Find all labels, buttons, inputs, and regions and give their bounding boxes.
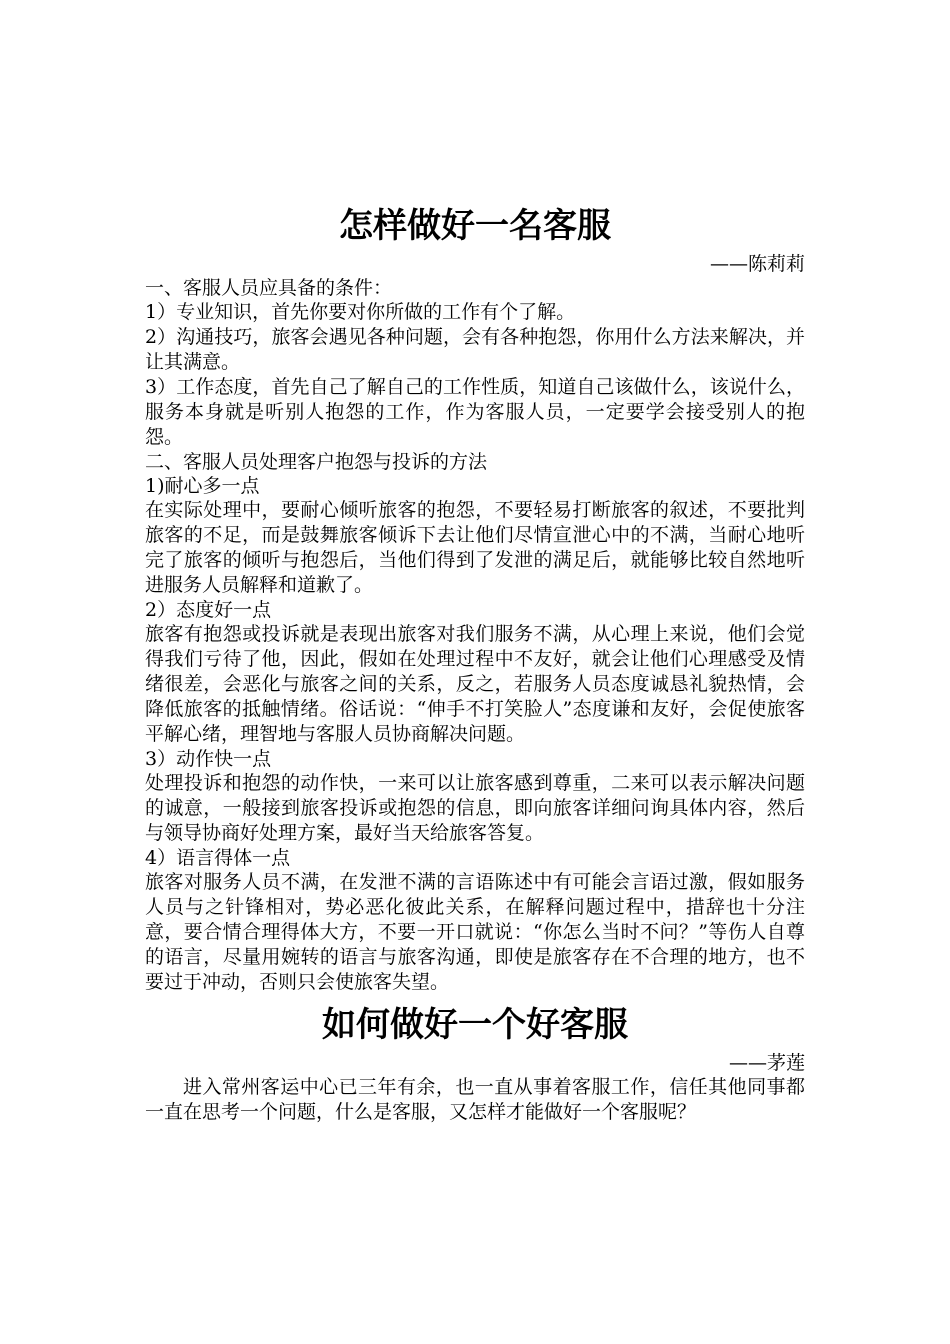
article-title: 怎样做好一名客服 (339, 206, 611, 246)
requirement-item-3: 3）工作态度，首先自己了解自己的工作性质，知道自己该做什么，该说什么，服务本身就是听别人抱怨的工作，作为客服人员，一定要学会接受别人的抱怨。 (145, 376, 805, 448)
section-heading-requirements: 一、客服人员应具备的条件： (145, 277, 393, 299)
method-heading-1: 1)耐心多一点 (145, 475, 260, 497)
article-2-intro: 进入常州客运中心已三年有余，也一直从事着客服工作，信任其他同事都一直在思考一个问题，什么是客服，又怎样才能做好一个客服呢？ (145, 1076, 805, 1123)
document-page (145, 200, 805, 1125)
method-heading-4: 4）语言得体一点 (145, 847, 291, 869)
article-author: ——陈莉莉 (709, 253, 805, 275)
method-body-1: 在实际处理中，要耐心倾听旅客的抱怨，不要轻易打断旅客的叙述，不要批判旅客的不足，而是鼓舞旅客倾诉下去让他们尽情宣泄心中的不满，当耐心地听完了旅客的倾听与抱怨后，当他们得到了发泄的满足后，就能够比较自然地听进服务人员解释和道歉了。 (145, 499, 805, 596)
requirement-item-1: 1）专业知识，首先你要对你所做的工作有个了解。 (145, 301, 576, 323)
article-author-2: ——茅莲 (728, 1052, 805, 1074)
requirement-item-2: 2）沟通技巧，旅客会遇见各种问题，会有各种抱怨，你用什么方法来解决，并让其满意。 (145, 326, 805, 373)
method-body-2: 旅客有抱怨或投诉就是表现出旅客对我们服务不满，从心理上来说，他们会觉得我们亏待了他，因此，假如在处理过程中不友好，就会让他们心理感受及情绪很差，会恶化与旅客之间的关系，反之，若服务人员态度诚恳礼貌热情，会降低旅客的抵触情绪。俗话说：“伸手不打笑脸人”态度谦和友好，会促使旅客平解心绪，理智地与客服人员协商解决问题。 (145, 623, 805, 745)
method-heading-3: 3）动作快一点 (145, 748, 272, 770)
method-body-3: 处理投诉和抱怨的动作快，一来可以让旅客感到尊重，二来可以表示解决问题的诚意，一般接到旅客投诉或抱怨的信息，即向旅客详细问询具体内容，然后与领导协商好处理方案，最好当天给旅客答复。 (145, 772, 805, 844)
article-title-2: 如何做好一个好客服 (322, 1005, 628, 1045)
method-body-4: 旅客对服务人员不满，在发泄不满的言语陈述中有可能会言语过激，假如服务人员与之针锋相对，势必恶化彼此关系，在解释问题过程中，措辞也十分注意，要合情合理得体大方，不要一开口就说：“你怎么当时不问？”等伤人自尊的语言，尽量用婉转的语言与旅客沟通，即使是旅客存在不合理的地方，也不要过于冲动，否则只会使旅客失望。 (145, 871, 805, 993)
method-heading-2: 2）态度好一点 (145, 599, 272, 621)
section-heading-methods: 二、客服人员处理客户抱怨与投诉的方法 (145, 451, 488, 473)
